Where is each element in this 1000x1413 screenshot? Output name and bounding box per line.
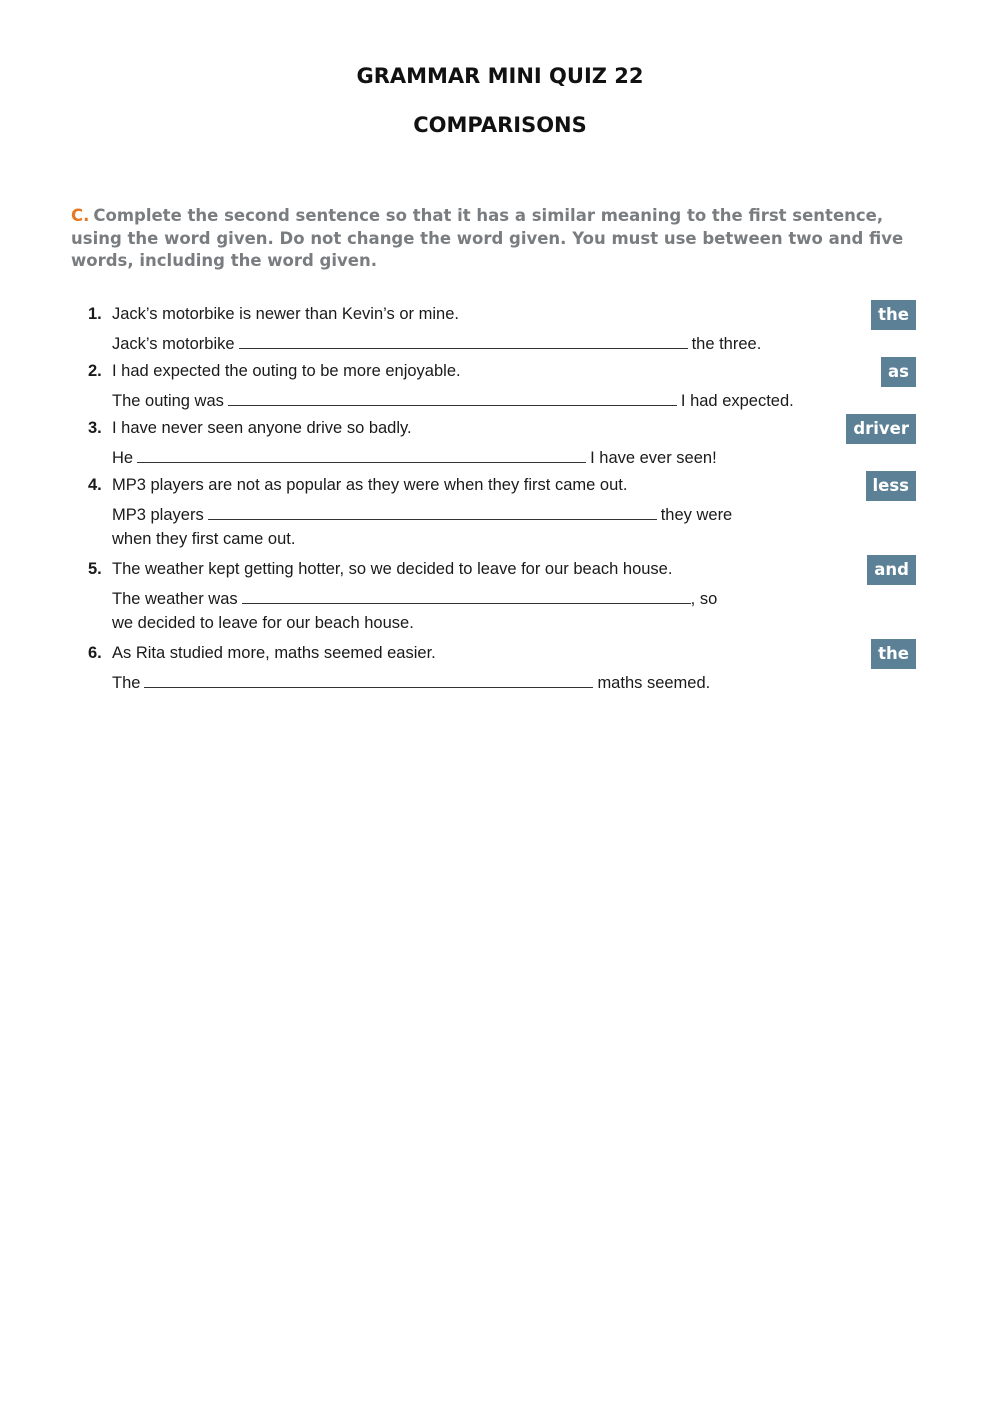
question-number: 6. [88, 644, 102, 662]
answer-start: Jack’s motorbike [112, 335, 235, 353]
answer-6-row [0, 671, 1000, 698]
answer-blank[interactable] [242, 587, 691, 604]
answer-5-continuation [0, 614, 1000, 641]
answer-blank[interactable] [137, 446, 586, 463]
question-sentence: As Rita studied more, maths seemed easier. [112, 644, 436, 662]
answer-blank[interactable] [239, 332, 688, 349]
answer-end: maths seemed. [597, 674, 711, 692]
instructions [71, 205, 931, 273]
answer-end: I have ever seen! [590, 449, 717, 467]
answer-start: The outing was [112, 392, 224, 410]
question-2-row [0, 362, 1000, 389]
answer-1-row [0, 332, 1000, 359]
question-6-row [0, 644, 1000, 671]
continuation-text: we decided to leave for our beach house. [112, 614, 414, 632]
question-number: 5. [88, 560, 102, 578]
question-5-row [0, 560, 1000, 587]
question-number: 1. [88, 305, 102, 323]
answer-4-row [0, 503, 1000, 530]
answer-start: He [112, 449, 134, 467]
continuation-text: when they first came out. [112, 530, 296, 548]
question-1-row [0, 305, 1000, 332]
keyword-box: less [866, 471, 917, 501]
answer-4-continuation [0, 530, 1000, 557]
quiz-title: GRAMMAR MINI QUIZ 22 [356, 64, 644, 88]
answer-start: MP3 players [112, 506, 204, 524]
answer-start: The [112, 674, 141, 692]
answer-start: The weather was [112, 590, 238, 608]
question-number: 4. [88, 476, 102, 494]
instructions-text: Complete the second sentence so that it has a similar meaning to the first sentence, using the word given. Do not change the word given. You must use between two and five words, including the word given. [71, 206, 904, 270]
question-sentence: The weather kept getting hotter, so we decided to leave for our beach house. [112, 560, 673, 578]
question-sentence: I have never seen anyone drive so badly. [112, 419, 412, 437]
answer-blank[interactable] [228, 389, 677, 406]
answer-end: I had expected. [680, 392, 794, 410]
section-marker: C. [71, 206, 90, 225]
keyword-box: the [871, 639, 916, 669]
answer-blank[interactable] [144, 671, 593, 688]
answer-blank[interactable] [208, 503, 657, 520]
answer-end: the three. [691, 335, 762, 353]
keyword-box: and [867, 555, 916, 585]
question-sentence: I had expected the outing to be more enjoyable. [112, 362, 461, 380]
answer-2-row [0, 389, 1000, 416]
keyword-box: as [881, 357, 916, 387]
answer-3-row [0, 446, 1000, 473]
question-number: 3. [88, 419, 102, 437]
answer-end: they were [660, 506, 733, 524]
keyword-box: the [871, 300, 916, 330]
question-4-row [0, 476, 1000, 503]
question-sentence: Jack’s motorbike is newer than Kevin’s or mine. [112, 305, 459, 323]
question-number: 2. [88, 362, 102, 380]
quiz-subtitle: COMPARISONS [413, 113, 587, 137]
answer-5-row [0, 587, 1000, 614]
question-sentence: MP3 players are not as popular as they were when they first came out. [112, 476, 628, 494]
keyword-box: driver [846, 414, 916, 444]
answer-end: , so [690, 590, 718, 608]
